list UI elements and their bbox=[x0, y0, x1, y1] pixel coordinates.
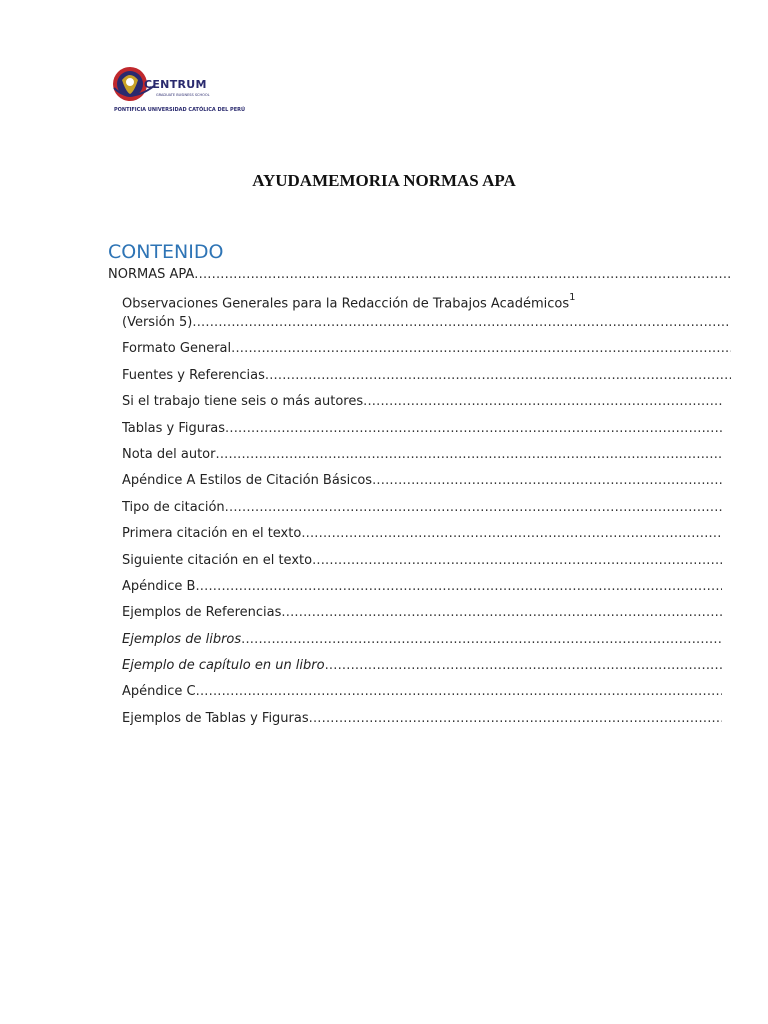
toc-entry-label: Tipo de citación bbox=[122, 500, 225, 515]
toc-leader-dots bbox=[241, 631, 722, 649]
toc-entry-label: Nota del autor bbox=[122, 447, 216, 462]
toc-leader-dots bbox=[192, 314, 731, 332]
toc-entry-label: Ejemplos de libros bbox=[122, 632, 242, 647]
toc-entry[interactable] bbox=[122, 657, 722, 675]
toc-entry-label: Fuentes y Referencias bbox=[122, 368, 265, 383]
toc-entry-label: Si el trabajo tiene seis o más autores bbox=[122, 394, 364, 409]
toc-leader-dots bbox=[372, 472, 722, 490]
toc-entry-observaciones-line2[interactable] bbox=[122, 314, 731, 332]
toc-entry-label: Apéndice A Estilos de Citación Básicos bbox=[122, 473, 373, 488]
footnote-marker: 1 bbox=[569, 292, 576, 303]
toc-leader-dots bbox=[309, 710, 722, 728]
toc-entry[interactable] bbox=[122, 499, 722, 517]
toc-entry-label: Siguiente citación en el texto bbox=[122, 553, 313, 568]
toc-entry[interactable] bbox=[122, 446, 722, 464]
toc-leader-dots bbox=[325, 657, 722, 675]
toc-entry-observaciones-line1[interactable] bbox=[122, 294, 576, 311]
toc-leader-dots bbox=[312, 552, 722, 570]
toc-leader-dots bbox=[231, 340, 731, 358]
toc-entry[interactable] bbox=[122, 367, 731, 385]
toc-entry[interactable] bbox=[122, 631, 722, 649]
toc-leader-dots bbox=[301, 525, 722, 543]
toc-entry[interactable] bbox=[122, 340, 731, 358]
toc-leader-dots bbox=[194, 266, 731, 284]
toc-leader-dots bbox=[225, 499, 722, 517]
toc-leader-dots bbox=[281, 604, 722, 622]
toc-entry-label: Ejemplos de Referencias bbox=[122, 605, 282, 620]
toc-entry[interactable] bbox=[122, 552, 722, 570]
toc-leader-dots bbox=[196, 683, 722, 701]
toc-entry-label: Ejemplos de Tablas y Figuras bbox=[122, 711, 309, 726]
toc-entry-label: Observaciones Generales para la Redacción de Trabajos Académicos bbox=[122, 296, 570, 312]
toc-entry[interactable] bbox=[122, 683, 722, 701]
toc-entry-label: NORMAS APA bbox=[108, 267, 195, 282]
logo-university: PONTIFICIA UNIVERSIDAD CATÓLICA DEL PERÚ bbox=[114, 107, 246, 113]
document-title: AYUDAMEMORIA NORMAS APA bbox=[252, 171, 516, 190]
toc-entry[interactable] bbox=[122, 472, 722, 490]
toc-entry[interactable] bbox=[122, 393, 722, 411]
toc-entry-label: Apéndice C bbox=[122, 684, 196, 699]
toc-entry-normas[interactable] bbox=[108, 266, 731, 284]
toc-leader-dots bbox=[195, 578, 722, 596]
toc-entry-label: Primera citación en el texto bbox=[122, 526, 302, 541]
logo-school: GRADUATE BUSINESS SCHOOL bbox=[156, 93, 210, 97]
toc-heading: CONTENIDO bbox=[108, 241, 224, 263]
toc-entry[interactable] bbox=[122, 710, 722, 728]
centrum-logo bbox=[104, 64, 264, 120]
logo-brand: CENTRUM bbox=[144, 78, 207, 91]
toc-entry-label: (Versión 5) bbox=[122, 315, 193, 330]
toc-entry[interactable] bbox=[122, 604, 722, 622]
toc-entry[interactable] bbox=[122, 578, 722, 596]
toc-leader-dots bbox=[215, 446, 722, 464]
toc-leader-dots bbox=[265, 367, 731, 385]
toc-entry-label: Apéndice B bbox=[122, 579, 196, 594]
toc-entry-label: Ejemplo de capítulo en un libro bbox=[122, 658, 325, 673]
toc-leader-dots bbox=[225, 420, 722, 438]
toc-leader-dots bbox=[363, 393, 722, 411]
toc-entry[interactable] bbox=[122, 420, 722, 438]
toc-entry-label: Tablas y Figuras bbox=[122, 421, 226, 436]
toc-entry-label: Formato General bbox=[122, 341, 232, 356]
toc-entry[interactable] bbox=[122, 525, 722, 543]
